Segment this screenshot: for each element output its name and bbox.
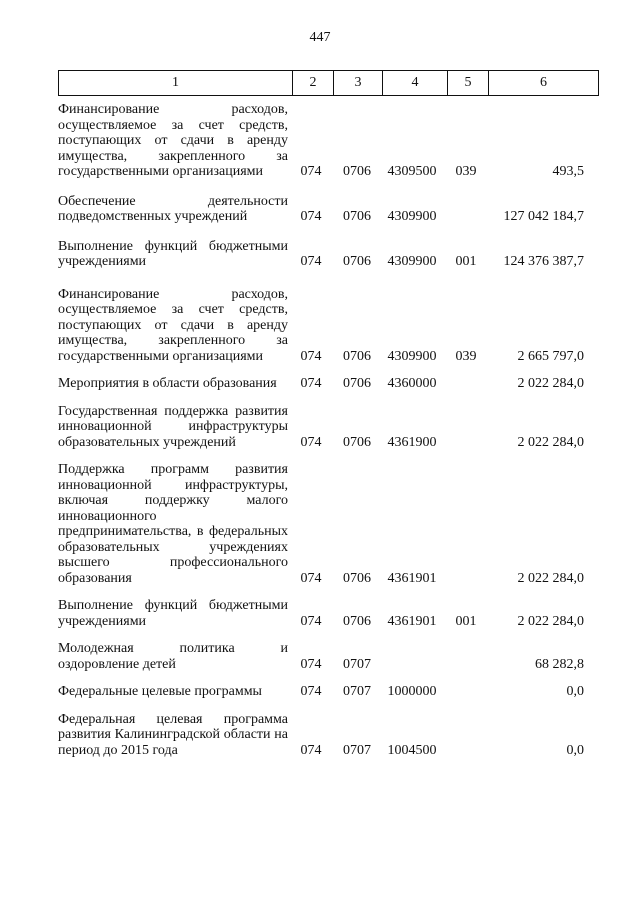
amount: 124 376 387,7 <box>503 254 584 269</box>
amount: 2 665 797,0 <box>517 348 584 364</box>
table-row <box>58 598 598 629</box>
description-line: государственными организациями <box>58 164 264 179</box>
column-header-2: 2 <box>293 71 334 96</box>
table-row <box>58 102 598 180</box>
description-line: образования <box>58 570 132 586</box>
section-code: 0707 <box>343 742 371 758</box>
expense-type-code: 039 <box>455 164 477 179</box>
ministry-code: 074 <box>300 570 322 586</box>
description-line: Финансирование расходов, <box>58 286 288 302</box>
ministry-code: 074 <box>300 254 322 269</box>
description-line: развития Калининградской области на <box>58 727 288 742</box>
description-line: имущества, закрепленного за <box>58 333 288 348</box>
target-article-code: 4309900 <box>387 348 437 364</box>
row-description <box>58 598 288 629</box>
description-line: учреждениями <box>58 613 147 629</box>
section-code: 0706 <box>343 164 371 179</box>
ministry-code: 074 <box>300 742 322 758</box>
section-code: 0706 <box>343 613 371 629</box>
ministry-code: 074 <box>300 613 322 629</box>
budget-rows <box>58 102 598 758</box>
description-line: Финансирование расходов, <box>58 102 288 117</box>
column-header-table <box>58 70 599 96</box>
description-line: инновационного <box>58 508 157 524</box>
target-article-code: 4361901 <box>387 570 437 586</box>
description-line: включая поддержку малого <box>58 493 288 508</box>
description-line: имущества, закрепленного за <box>58 148 288 164</box>
target-article-code: 4360000 <box>387 376 437 391</box>
description-line: высшего профессионального <box>58 555 288 570</box>
description-line: образовательных учреждениях <box>58 539 288 555</box>
row-description <box>58 239 288 270</box>
description-line: Государственная поддержка развития <box>58 403 288 419</box>
ministry-code: 074 <box>300 684 322 699</box>
description-line: оздоровление детей <box>58 656 176 672</box>
description-line: государственными организациями <box>58 348 264 364</box>
column-header-5: 5 <box>448 71 489 96</box>
ministry-code: 074 <box>300 376 322 391</box>
description-line: Выполнение функций бюджетными <box>58 598 288 613</box>
description-line: инновационной инфраструктуры <box>58 419 288 434</box>
row-description <box>58 102 288 180</box>
description-line: Выполнение функций бюджетными <box>58 238 288 254</box>
expense-type-code: 001 <box>455 254 477 269</box>
table-row <box>58 462 598 586</box>
description-line: Федеральная целевая программа <box>58 711 288 727</box>
target-article-code: 4309500 <box>387 164 437 179</box>
ministry-code: 074 <box>300 209 322 224</box>
ministry-code: 074 <box>300 656 322 672</box>
description-line: Поддержка программ развития <box>58 462 288 477</box>
page-number: 447 <box>309 30 331 45</box>
description-line: учреждениями <box>58 254 147 269</box>
expense-type-code: 001 <box>455 613 477 629</box>
ministry-code: 074 <box>300 348 322 364</box>
row-description <box>58 712 288 759</box>
target-article-code: 4309900 <box>387 254 437 269</box>
description-line: Обеспечение деятельности <box>58 193 288 209</box>
column-header-3: 3 <box>334 71 383 96</box>
description-line: поступающих от сдачи в аренду <box>58 317 288 333</box>
target-article-code: 1004500 <box>387 742 437 758</box>
description-line: инновационной инфраструктуры, <box>58 477 288 493</box>
row-description <box>58 404 288 451</box>
section-code: 0706 <box>343 348 371 364</box>
table-row <box>58 287 598 365</box>
description-line: подведомственных учреждений <box>58 209 248 224</box>
target-article-code: 4309900 <box>387 209 437 224</box>
amount: 2 022 284,0 <box>517 376 584 391</box>
amount: 0,0 <box>566 684 584 699</box>
section-code: 0707 <box>343 656 371 672</box>
column-header-4: 4 <box>383 71 448 96</box>
section-code: 0706 <box>343 434 371 450</box>
table-row <box>58 712 598 759</box>
table-row <box>58 641 598 672</box>
target-article-code: 4361901 <box>387 613 437 629</box>
row-description <box>58 194 288 225</box>
table-row <box>58 376 598 392</box>
section-code: 0706 <box>343 376 371 391</box>
table-row <box>58 239 598 270</box>
amount: 2 022 284,0 <box>517 613 584 629</box>
row-description <box>58 462 288 586</box>
row-description <box>58 287 288 365</box>
amount: 2 022 284,0 <box>517 434 584 450</box>
amount: 68 282,8 <box>535 656 584 672</box>
description-line: образовательных учреждений <box>58 434 236 450</box>
target-article-code: 1000000 <box>387 684 437 699</box>
amount: 0,0 <box>566 742 584 758</box>
section-code: 0706 <box>343 570 371 586</box>
amount: 2 022 284,0 <box>517 570 584 586</box>
column-header-1: 1 <box>59 71 293 96</box>
section-code: 0707 <box>343 684 371 699</box>
row-description <box>58 376 288 392</box>
amount: 493,5 <box>552 164 584 179</box>
description-line: предпринимательства, в федеральных <box>58 524 288 539</box>
description-line: период до 2015 года <box>58 742 178 758</box>
table-row <box>58 404 598 451</box>
section-code: 0706 <box>343 254 371 269</box>
table-row <box>58 194 598 225</box>
description-line: Федеральные целевые программы <box>58 684 262 699</box>
amount: 127 042 184,7 <box>503 209 584 224</box>
section-code: 0706 <box>343 209 371 224</box>
ministry-code: 074 <box>300 434 322 450</box>
target-article-code: 4361900 <box>387 434 437 450</box>
table-row <box>58 684 598 700</box>
description-line: осуществляемое за счет средств, <box>58 302 288 317</box>
description-line: поступающих от сдачи в аренду <box>58 133 288 148</box>
description-line: Молодежная политика и <box>58 641 288 656</box>
description-line: Мероприятия в области образования <box>58 376 277 391</box>
ministry-code: 074 <box>300 164 322 179</box>
column-header-6: 6 <box>489 71 599 96</box>
expense-type-code: 039 <box>455 348 477 364</box>
row-description <box>58 684 288 700</box>
row-description <box>58 641 288 672</box>
description-line: осуществляемое за счет средств, <box>58 117 288 133</box>
